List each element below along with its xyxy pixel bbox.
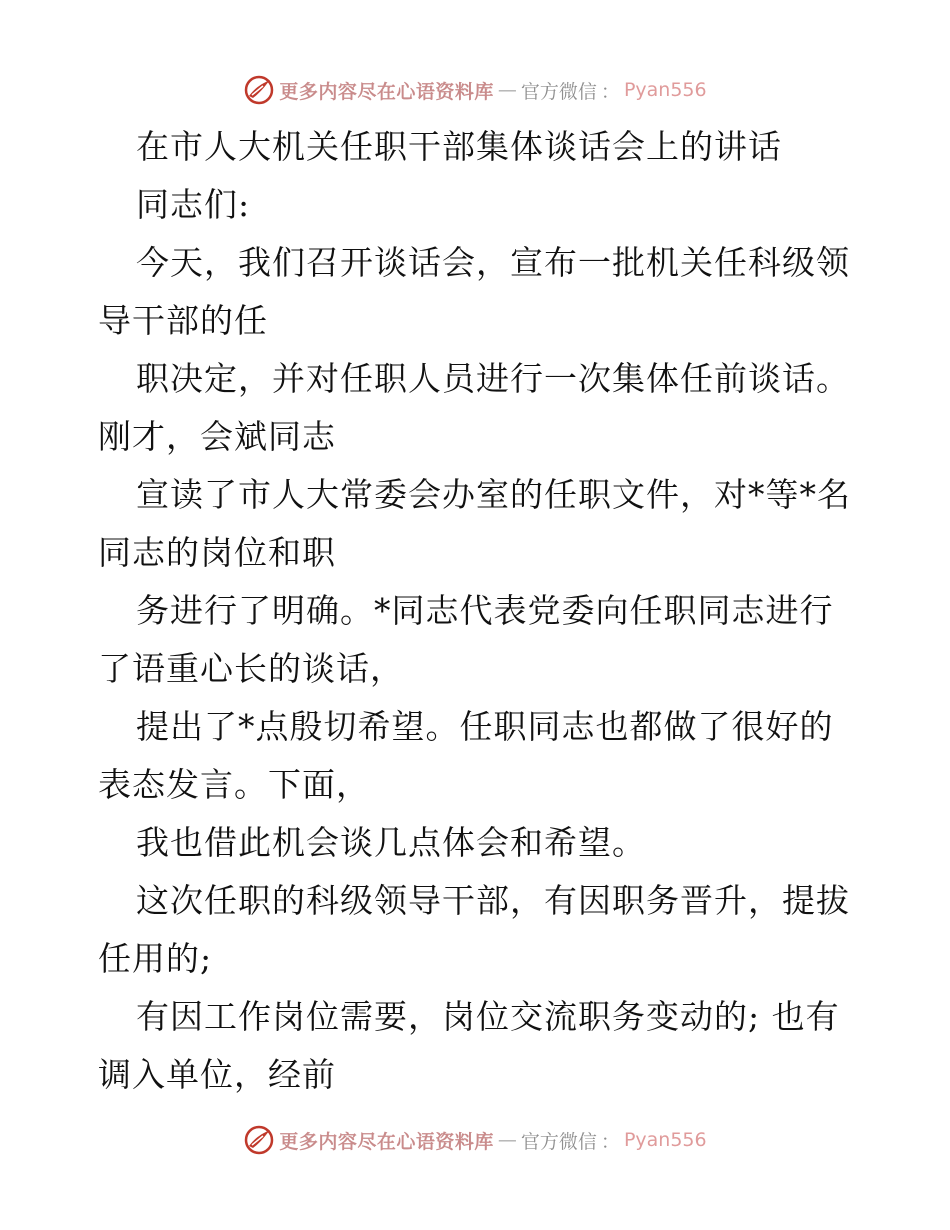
text-line: 这次任职的科级领导干部，有因职务晋升，提拔 (136, 881, 850, 920)
text-line: 表态发言。下面， (98, 765, 370, 804)
footer-watermark (0, 1120, 950, 1160)
text-line: 导干部的任 (98, 301, 268, 340)
text-line: 有因工作岗位需要，岗位交流职务变动的; 也有 (136, 997, 840, 1036)
watermark-wechat-label: 官方微信 (520, 80, 597, 103)
watermark-site-text: 更多内容尽在心语资料库 (279, 1130, 494, 1153)
text-line: 务进行了明确。*同志代表党委向任职同志进行 (136, 591, 834, 630)
watermark-site-text: 更多内容尽在心语资料库 (279, 80, 494, 103)
watermark-dash: — (497, 1129, 517, 1151)
feather-pen-logo-icon (243, 74, 275, 106)
text-line: 刚才，会斌同志 (98, 417, 336, 456)
watermark-separator: ： (600, 1130, 620, 1153)
text-line: 提出了*点殷切希望。任职同志也都做了很好的 (136, 707, 834, 746)
text-line: 调入单位，经前 (98, 1055, 336, 1094)
document-body (98, 118, 868, 1104)
watermark-wechat-label: 官方微信 (520, 1130, 597, 1153)
text-line: 同志的岗位和职 (98, 533, 336, 572)
text-line: 我也借此机会谈几点体会和希望。 (136, 823, 646, 862)
feather-pen-logo-icon (243, 1124, 275, 1156)
watermark-wechat-id: Pyan556 (623, 1129, 707, 1151)
text-line: 了语重心长的谈话， (98, 649, 404, 688)
header-watermark (0, 70, 950, 110)
text-line: 职决定，并对任职人员进行一次集体任前谈话。 (136, 359, 850, 398)
watermark-separator: ： (600, 80, 620, 103)
watermark-dash: — (497, 79, 517, 101)
text-line: 宣读了市人大常委会办室的任职文件，对*等*名 (136, 475, 851, 514)
text-line: 今天，我们召开谈话会，宣布一批机关任科级领 (136, 243, 850, 282)
document-title: 在市人大机关任职干部集体谈话会上的讲话 (136, 127, 782, 166)
watermark-wechat-id: Pyan556 (623, 79, 707, 101)
text-line: 任用的; (98, 939, 213, 978)
salutation: 同志们: (136, 185, 251, 224)
